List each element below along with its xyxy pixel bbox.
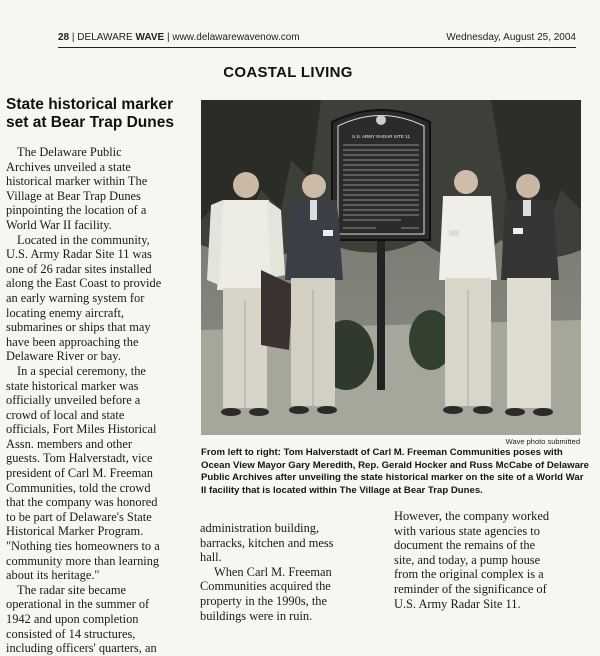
article-line: community more than learning [6, 553, 160, 568]
article-line: crowd of local and state [6, 407, 125, 422]
article-line: about its heritage." [6, 568, 100, 583]
article-line: administration building, [200, 521, 320, 535]
article-line: buildings were in ruin. [200, 608, 313, 623]
article-line: president of Carl M. Freeman [6, 466, 153, 481]
article-line: officially unveiled before a [6, 393, 141, 408]
article-line: U.S. Army Radar Site 11 was [6, 247, 152, 262]
masthead-rule [58, 47, 576, 48]
article-line: consisted of 14 structures, [6, 626, 136, 641]
article-column-2 [200, 521, 378, 623]
article-column-3 [394, 509, 580, 611]
article-line: When Carl M. Freeman [214, 564, 332, 579]
headline-line: set at Bear Trap Dunes [6, 114, 174, 131]
article-line: an early warning system for [6, 290, 145, 305]
marker-title: U.S. ARMY RADAR SITE 11 [351, 134, 411, 139]
article-line: document the remains of the [394, 538, 536, 553]
article-line: site, and today, a pump house [394, 552, 541, 567]
caption-line: From left to right: Tom Halverstadt of Carl M. Freeman Communities poses with [201, 447, 563, 458]
article-line: Archives unveiled a state [6, 159, 131, 174]
separator: | [166, 32, 173, 43]
article-line: However, the company worked [394, 509, 550, 523]
article-line: In a special ceremony, the [17, 363, 146, 378]
separator: | [71, 32, 78, 43]
article-line: The Delaware Public [17, 145, 122, 159]
person-2 [285, 174, 343, 414]
issue-date: Wednesday, August 25, 2004 [446, 32, 576, 43]
section-title: COASTAL LIVING [223, 64, 353, 81]
article-line: to be part of Delaware's State [6, 509, 152, 524]
article-line: that the company was honored [6, 495, 158, 510]
article-line: state historical marker was [6, 378, 139, 393]
paper-name: WAVE [135, 32, 165, 43]
article-line: with various state agencies to [394, 523, 540, 538]
news-photo [201, 100, 581, 435]
article-line: Communities, told the crowd [6, 480, 151, 495]
article-line: hall. [200, 550, 222, 565]
caption-line: II facility that is located within The Village at Bear Trap Dunes. [201, 484, 483, 496]
article-line: The radar site became [17, 582, 127, 597]
article-line: barracks, kitchen and mess [200, 535, 334, 550]
article-line: including officers' quarters, an [6, 641, 157, 656]
caption-line: Public Archives after unveiling the state historical marker on the site of a World War [201, 472, 584, 484]
article-line: one of 26 radar sites installed [6, 261, 152, 276]
article-line: Communities acquired the [200, 579, 331, 594]
article-line: locating enemy aircraft, [6, 305, 124, 320]
article-line: submarines or ships that may [6, 320, 151, 335]
caption-line: Ocean View Mayor Gary Meredith, Rep. Gerald Hocker and Russ McCabe of Delaware [201, 459, 589, 471]
article-line: have been approaching the [6, 334, 139, 349]
paper-prefix: DELAWARE [77, 32, 133, 43]
article-line: Delaware River or bay. [6, 349, 121, 364]
photo-illustration [201, 100, 581, 435]
article-line: along the East Coast to provide [6, 276, 162, 291]
article-line: guests. Tom Halverstadt, vice [6, 451, 153, 466]
article-line: Assn. members and other [6, 436, 132, 451]
article-line: reminder of the significance of [394, 581, 547, 596]
article-line: historical marker within The [6, 174, 148, 189]
person-3 [439, 170, 497, 414]
article-line: World War II facility. [6, 217, 112, 232]
headline-line: State historical marker [6, 96, 174, 113]
paper-url: www.delawarewavenow.com [172, 32, 300, 43]
article-line: U.S. Army Radar Site 11. [394, 596, 521, 611]
marker-post [377, 225, 385, 390]
photo-credit: Wave photo submitted [505, 437, 580, 446]
article-line: "Nothing ties homeowners to a [6, 539, 160, 554]
article-line: from the original complex is a [394, 567, 544, 582]
article-line: property in the 1990s, the [200, 593, 327, 608]
article-line: pinpointing the location of a [6, 203, 147, 218]
photo-caption [201, 447, 589, 497]
masthead [58, 30, 576, 46]
article-headline [6, 96, 196, 132]
article-line: operational in the summer of [6, 597, 150, 612]
person-4 [501, 174, 559, 416]
masthead-left [58, 32, 300, 43]
article-line: Located in the community, [17, 232, 150, 247]
article-line: officials, Fort Miles Historical [6, 422, 157, 437]
page-number: 28 [58, 32, 70, 43]
article-line: 1942 and upon completion [6, 612, 139, 626]
article-column-1 [6, 145, 198, 656]
article-line: Historical Marker Program. [6, 524, 144, 539]
article-line: Village at Bear Trap Dunes [6, 188, 141, 203]
